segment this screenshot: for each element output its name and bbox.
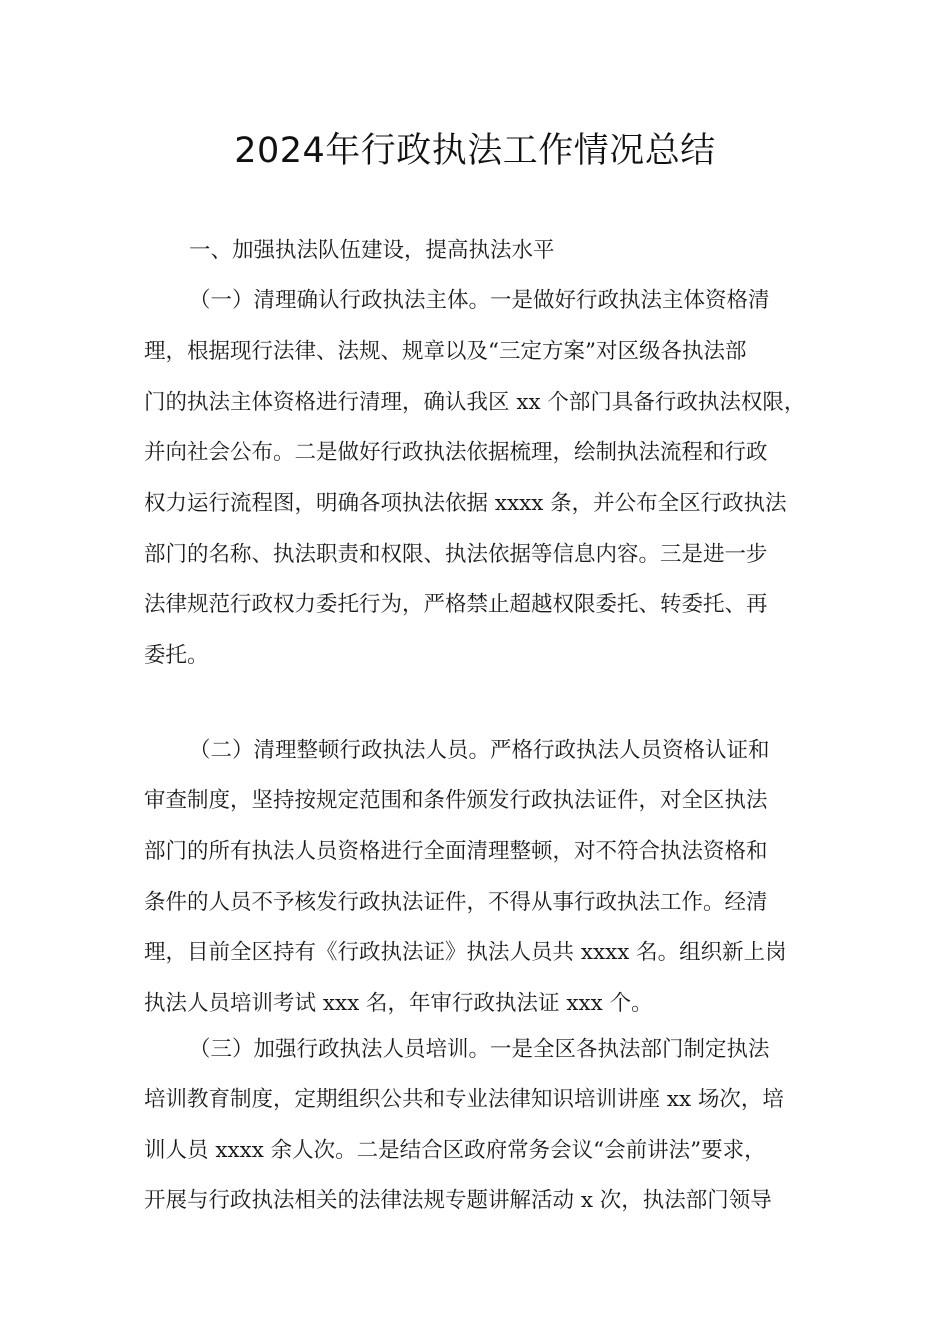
paragraph-line: 执法人员培训考试 xxx 名，年审行政执法证 xxx 个。	[144, 991, 653, 1016]
section-heading: 一、加强执法队伍建设，提高执法水平	[189, 238, 555, 263]
paragraph-line: 审查制度，坚持按规定范围和条件颁发行政执法证件，对全区执法	[144, 788, 768, 813]
paragraph-line: 理，根据现行法律、法规、规章以及“三定方案”对区级各执法部	[144, 339, 747, 364]
paragraph-line: （一）清理确认行政执法主体。一是做好行政执法主体资格清	[189, 288, 770, 313]
paragraph-line: 法律规范行政权力委托行为，严格禁止超越权限委托、转委托、再	[144, 592, 768, 617]
paragraph-line: 培训教育制度，定期组织公共和专业法律知识培训讲座 xx 场次，培	[144, 1087, 784, 1112]
paragraph-line: 理，目前全区持有《行政执法证》执法人员共 xxxx 名。组织新上岗	[144, 940, 787, 965]
paragraph-line: 委托。	[144, 643, 209, 668]
paragraph-line: 条件的人员不予核发行政执法证件，不得从事行政执法工作。经清	[144, 890, 768, 915]
paragraph-line: （三）加强行政执法人员培训。一是全区各执法部门制定执法	[189, 1037, 770, 1062]
document-title: 2024年行政执法工作情况总结	[234, 131, 716, 171]
paragraph-line: 训人员 xxxx 余人次。二是结合区政府常务会议“会前讲法”要求，	[144, 1138, 766, 1163]
paragraph-line: 开展与行政执法相关的法律法规专题讲解活动 x 次，执法部门领导	[144, 1188, 772, 1213]
paragraph-line: 部门的所有执法人员资格进行全面清理整顿，对不符合执法资格和	[144, 839, 768, 864]
paragraph-line: 并向社会公布。二是做好行政执法依据梳理，绘制执法流程和行政	[144, 440, 768, 465]
paragraph-line: 门的执法主体资格进行清理，确认我区 xx 个部门具备行政执法权限，	[144, 390, 806, 415]
paragraph-line: （二）清理整顿行政执法人员。严格行政执法人员资格认证和	[189, 738, 770, 763]
paragraph-line: 部门的名称、执法职责和权限、执法依据等信息内容。三是进一步	[144, 542, 768, 567]
paragraph-line: 权力运行流程图，明确各项执法依据 xxxx 条，并公布全区行政执法	[144, 491, 787, 516]
